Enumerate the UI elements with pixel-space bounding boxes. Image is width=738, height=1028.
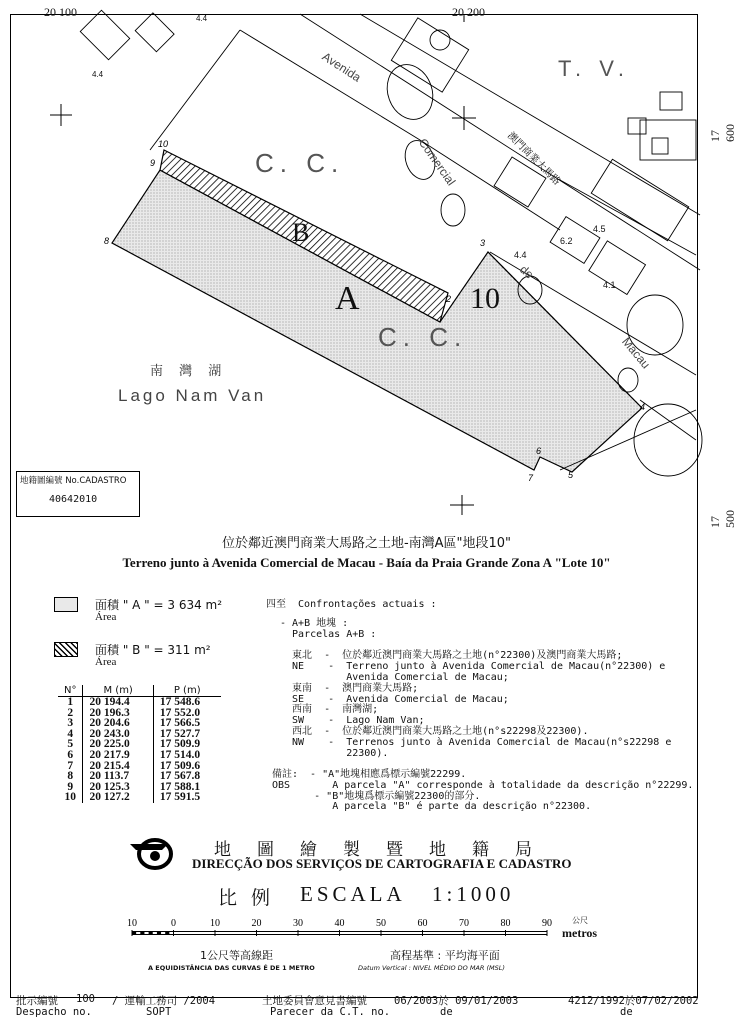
agency-logo (128, 836, 180, 872)
cell-n: 8 (58, 771, 83, 782)
cell-m: 20 127.2 (83, 792, 153, 803)
label-avenida: Avenida (319, 49, 364, 85)
cadastro-box (16, 471, 140, 517)
cell-p: 17 509.9 (159, 738, 201, 751)
cell-n: 5 (58, 739, 83, 750)
label-num-44-c: 4.4 (514, 250, 527, 260)
scale-tick-label: 30 (293, 918, 303, 929)
point-9: 9 (150, 158, 156, 168)
footer-de-2: de (620, 1006, 633, 1018)
point-6: 6 (536, 446, 542, 456)
confrontacao-line: - A+B 地塊 : (280, 618, 349, 629)
label-parcel-b: B (292, 218, 310, 247)
coord-right-bottom: 17 500 (708, 510, 737, 528)
footer-parecer-pt: Parecer da C.T. no. (270, 1006, 391, 1018)
cell-p: 17 566.5 (159, 717, 201, 730)
scale-tick-label: 40 (334, 918, 345, 929)
cell-n: 9 (58, 782, 83, 793)
point-3: 3 (480, 238, 486, 248)
label-num-62: 6.2 (560, 236, 573, 246)
agency-pt: DIRECÇÃO DOS SERVIÇOS DE CARTOGRAFIA E CADASTRO (192, 856, 572, 871)
scale-tick-label: 20 (251, 918, 262, 929)
confrontacao-line: 東北 - 位於鄰近澳門商業大馬路之土地(n°22300)及澳門商業大馬路; (280, 650, 623, 662)
scale-tick-label: 50 (376, 918, 386, 929)
label-road-zh: 澳門商業大馬路 (504, 130, 563, 188)
point-2: 2 (446, 294, 452, 304)
footer-parecer-zh: 土地委員會意見書編號 (262, 995, 367, 1007)
label-cc-mid: C. C. (378, 322, 468, 352)
label-num-44-b: 4.4 (196, 14, 208, 23)
scale-subdivision (132, 932, 136, 935)
contour-pt: A EQUIDISTÂNCIA DAS CURVAS É DE 1 METRO (148, 964, 315, 972)
scale-tick-label: 90 (542, 918, 552, 929)
scale-subdivision (140, 932, 144, 935)
table-body (58, 697, 221, 803)
scale-subdivision (157, 932, 161, 935)
footer-parecer-num: 06/2003於 09/01/2003 (394, 995, 519, 1007)
cell-p: 17 567.8 (159, 770, 201, 783)
confrontacao-line: NW - Terrenos junto à Avenida Comercial de Macau(n°s22298 e (280, 736, 672, 748)
point-10: 10 (158, 139, 169, 149)
cell-m: 20 243.0 (83, 729, 153, 740)
observations (272, 770, 693, 813)
cell-p: 17 591.5 (159, 791, 201, 804)
confrontacao-line: SW - Lago Nam Van; (280, 715, 425, 727)
contour-zh: 1公尺等高線距 (200, 949, 273, 962)
datum-zh: 高程基準 : 平均海平面 (390, 949, 500, 962)
cell-m: 20 225.0 (83, 739, 153, 750)
swatch-b (54, 642, 78, 657)
confrontacao-line: Parcelas A+B : (280, 628, 377, 640)
label-macau: Macau (619, 334, 653, 372)
point-7: 7 (528, 473, 534, 483)
cell-m: 20 215.4 (83, 761, 153, 772)
label-lake-zh: 南 灣 湖 (150, 364, 228, 379)
label-cc-top: C. C. (255, 148, 345, 178)
scale-tick-label: 80 (500, 918, 511, 929)
confrontacao-line: 東南 - 澳門商業大馬路; (280, 682, 419, 694)
datum-pt: Datum Vertical : NIVEL MÉDIO DO MAR (MSL) (358, 964, 505, 972)
footer-de-1: de (440, 1006, 453, 1018)
cell-p: 17 552.0 (159, 706, 201, 719)
scale-zh: 比 例 (218, 887, 275, 909)
label-de: de (517, 262, 537, 282)
table-row (58, 792, 221, 803)
table-row (58, 697, 221, 708)
cell-n: 3 (58, 718, 83, 729)
table-row (58, 750, 221, 761)
header-p: P (m) (153, 685, 220, 697)
footer-despacho-pt: Despacho no. (16, 1006, 92, 1018)
point-4: 4 (640, 402, 646, 412)
scale-subdivision (149, 932, 153, 935)
cell-p: 17 509.6 (159, 759, 201, 772)
scale-ratio: 1:1000 (432, 882, 515, 906)
scale-bar (120, 915, 620, 945)
footer-despacho-num: 100 (76, 993, 95, 1005)
label-tv: T. V. (558, 56, 630, 81)
confrontacao-line: Avenida Comercial de Macau; (280, 671, 509, 683)
cell-p: 17 527.7 (159, 727, 201, 740)
cell-n: 10 (58, 792, 83, 803)
confrontacao-line: SE - Avenida Comercial de Macau; (280, 693, 509, 705)
area-b-sub: Área (95, 656, 117, 668)
point-5: 5 (568, 470, 574, 480)
cell-m: 20 204.6 (83, 718, 153, 729)
confrontacao-line: 西南 - 南灣湖; (280, 704, 379, 716)
scale-word: ESCALA (300, 882, 406, 906)
label-comercial: Comercial (415, 135, 459, 189)
header-n: N° (58, 685, 83, 697)
footer-despacho-org: / 運輸工務司 /2004 (112, 995, 216, 1007)
coord-right-top: 17 600 (708, 124, 737, 142)
point-8: 8 (104, 236, 110, 246)
area-a-sub: Área (95, 611, 117, 623)
area-a-label: 面積 " A " = 3 634 m² (95, 598, 223, 612)
agency-zh: 地圖繪製暨地籍局 (214, 840, 558, 860)
scale-tick-label: 10 (127, 918, 137, 929)
cell-m: 20 194.4 (83, 697, 153, 708)
cadastro-label: 地籍圖編號 No.CADASTRO (20, 476, 127, 486)
scale-unit-pt: metros (562, 926, 598, 940)
title-pt: Terreno junto à Avenida Comercial de Macau - Baía da Praia Grande Zona A "Lote 10" (122, 555, 611, 570)
confrontacoes-list (280, 619, 671, 759)
area-b-label: 面積 " B " = 311 m² (95, 643, 211, 657)
cell-p: 17 514.0 (159, 748, 201, 761)
cell-n: 2 (58, 708, 83, 719)
cell-m: 20 217.9 (83, 750, 153, 761)
label-num-45: 4.5 (593, 224, 606, 234)
cell-n: 7 (58, 761, 83, 772)
label-lote: 10 (470, 282, 500, 315)
footer-sopt: SOPT (146, 1006, 172, 1018)
scale-tick-label: 60 (417, 918, 428, 929)
scale-tick-label: 0 (171, 918, 176, 929)
scale-tick-label: 70 (459, 918, 469, 929)
coord-top-left: 20 100 (44, 5, 77, 19)
scale-unit-zh: 公尺 (572, 916, 588, 925)
obs-line: A parcela "B" é parte da descrição n°22300. (272, 801, 592, 813)
confrontacao-line: 西北 - 位於鄰近澳門商業大馬路之土地(n°s22298及22300). (280, 725, 589, 737)
coord-top-mid: 20 200 (452, 5, 485, 19)
cadastro-number: 40642010 (49, 494, 98, 505)
cell-m: 20 113.7 (83, 771, 153, 782)
parcel-a (112, 170, 642, 472)
cell-m: 20 196.3 (83, 708, 153, 719)
confrontacao-line: 22300). (280, 747, 389, 759)
cell-n: 6 (58, 750, 83, 761)
confrontacao-line: NE - Terreno junto à Avenida Comercial de Macau(n°22300) e (280, 661, 666, 673)
obs-line: OBS A parcela "A" corresponde à totalidade da descrição n°22299. (272, 779, 694, 791)
swatch-a (54, 597, 78, 612)
obs-line: - "B"地塊爲標示編號22300的部分. (272, 790, 481, 802)
scale-subdivision (165, 932, 169, 935)
label-num-41: 4.1 (603, 280, 616, 290)
cell-n: 1 (58, 697, 83, 708)
cell-n: 4 (58, 729, 83, 740)
scale-tick-label: 10 (210, 918, 220, 929)
obs-line: 備註: - "A"地塊相應爲標示編號22299. (272, 769, 467, 780)
table-header (58, 685, 221, 697)
coordinate-table (58, 685, 221, 803)
label-lake-pt: Lago Nam Van (118, 386, 267, 405)
title-zh: 位於鄰近澳門商業大馬路之土地-南灣A區"地段10" (221, 536, 512, 551)
confrontacoes-heading: 四至 Confrontações actuais : (266, 599, 437, 610)
cell-p: 17 548.6 (159, 696, 201, 708)
cell-m: 20 125.3 (83, 782, 153, 793)
header-m: M (m) (83, 685, 153, 697)
label-num-44-a: 4.4 (92, 70, 104, 79)
footer-ref: 4212/1992於07/02/2002 (568, 995, 699, 1007)
label-parcel-a: A (335, 280, 360, 317)
cell-p: 17 588.1 (159, 780, 201, 793)
footer-despacho-zh: 批示編號 (16, 995, 58, 1007)
